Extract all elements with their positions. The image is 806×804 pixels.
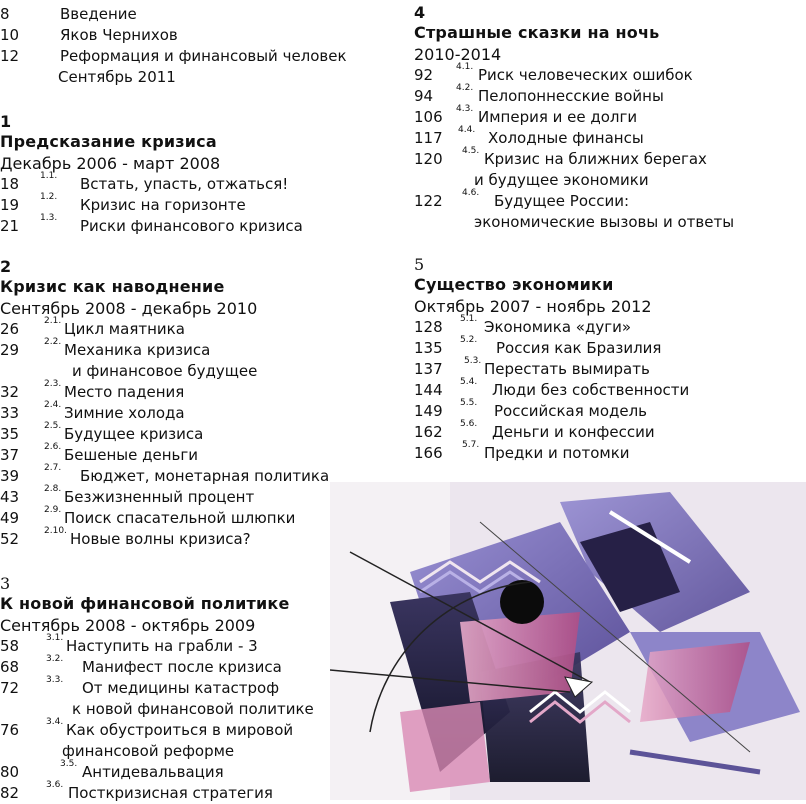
section-title: К новой финансовой политике — [0, 594, 290, 613]
page-number: 32 — [0, 383, 20, 401]
entry-title: Посткризисная стратегия — [68, 784, 273, 802]
page-number: 80 — [0, 763, 20, 781]
entry-index: 2.4. — [44, 400, 62, 410]
page-number: 137 — [414, 360, 443, 378]
section-title: Существо экономики — [414, 275, 614, 294]
entry-title: Пелопоннесские войны — [478, 87, 664, 105]
entry-index: 4.4. — [458, 125, 476, 135]
entry-index: 2.9. — [44, 505, 62, 515]
entry-title: Введение — [60, 5, 137, 23]
entry-index: 2.8. — [44, 484, 62, 494]
page-number: 19 — [0, 196, 20, 214]
page-number: 49 — [0, 509, 20, 527]
page-number: 37 — [0, 446, 20, 464]
entry-index: 5.5. — [460, 398, 478, 408]
section-title: Страшные сказки на ночь — [414, 23, 660, 42]
entry-title: Кризис на ближних берегах — [484, 150, 707, 168]
page-number: 122 — [414, 192, 443, 210]
page-number: 10 — [0, 26, 20, 44]
entry-index: 2.5. — [44, 421, 62, 431]
toc-entry-continuation — [414, 212, 806, 233]
toc-entry[interactable] — [0, 46, 400, 67]
entry-index: 2.7. — [44, 463, 62, 473]
entry-title: Как обустроиться в мировой — [66, 721, 294, 739]
entry-title: Антидевальвация — [82, 763, 224, 781]
entry-index: 3.2. — [46, 654, 64, 664]
section-dates: 2010-2014 — [414, 45, 502, 64]
entry-index: 4.1. — [456, 62, 474, 72]
entry-title: Риски финансового кризиса — [80, 217, 303, 235]
entry-title: Перестать вымирать — [484, 360, 650, 378]
page-number: 135 — [414, 339, 443, 357]
page-number: 8 — [0, 5, 10, 23]
entry-title: Предки и потомки — [484, 444, 630, 462]
section-dates: Сентябрь 2008 - декабрь 2010 — [0, 299, 258, 318]
entry-index: 4.2. — [456, 83, 474, 93]
entry-title: Экономика «дуги» — [484, 318, 632, 336]
section-number: 1 — [0, 112, 12, 131]
page-number: 35 — [0, 425, 20, 443]
page-number: 149 — [414, 402, 443, 420]
toc-entry[interactable] — [414, 188, 806, 212]
toc-entry[interactable] — [0, 25, 400, 46]
toc-entry[interactable] — [0, 337, 400, 361]
entry-index: 5.4. — [460, 377, 478, 387]
entry-index: 4.3. — [456, 104, 474, 114]
entry-index: 3.4. — [46, 717, 64, 727]
page-number: 144 — [414, 381, 443, 399]
page-number: 43 — [0, 488, 20, 506]
section-1 — [0, 112, 400, 237]
page-number: 52 — [0, 530, 20, 548]
entry-title: Люди без собственности — [492, 381, 690, 399]
entry-title: Манифест после кризиса — [82, 658, 282, 676]
entry-title: Наступить на грабли - 3 — [66, 637, 258, 655]
page-number: 58 — [0, 637, 20, 655]
section-title: Кризис как наводнение — [0, 277, 225, 296]
page-number: 76 — [0, 721, 20, 739]
page-number: 29 — [0, 341, 20, 359]
entry-index: 2.1. — [44, 316, 62, 326]
section-dates: Октябрь 2007 - ноябрь 2012 — [414, 297, 652, 316]
page-number: 26 — [0, 320, 20, 338]
entry-index: 1.1. — [40, 171, 58, 181]
entry-title: Бешеные деньги — [64, 446, 198, 464]
entry-index: 5.2. — [460, 335, 478, 345]
entry-title: Российская модель — [494, 402, 648, 420]
entry-index: 1.2. — [40, 192, 58, 202]
toc-entry[interactable] — [414, 440, 806, 464]
entry-index: 3.3. — [46, 675, 64, 685]
entry-title: Цикл маятника — [64, 320, 185, 338]
entry-index: 4.5. — [462, 146, 480, 156]
entry-title: Холодные финансы — [488, 129, 644, 147]
section-number: 3 — [0, 574, 11, 593]
toc-entry[interactable] — [0, 213, 400, 237]
entry-title: Механика кризиса — [64, 341, 211, 359]
entry-title: От медицины катастроф — [82, 679, 280, 697]
entry-title: Встать, упасть, отжаться! — [80, 175, 289, 193]
entry-index: 2.3. — [44, 379, 62, 389]
entry-title: Россия как Бразилия — [496, 339, 662, 357]
page-number: 162 — [414, 423, 443, 441]
entry-subtitle: и финансовое будущее — [72, 362, 258, 380]
entry-index: 2.10. — [44, 526, 67, 536]
toc-entry[interactable] — [0, 192, 400, 216]
page-number: 12 — [0, 47, 20, 65]
toc-entry[interactable] — [0, 4, 400, 25]
entry-index: 2.2. — [44, 337, 62, 347]
entry-index: 5.1. — [460, 314, 478, 324]
toc-entry-continuation — [0, 67, 400, 88]
entry-subtitle: Сентябрь 2011 — [58, 68, 176, 86]
page-number: 18 — [0, 175, 20, 193]
section-dates: Декабрь 2006 - март 2008 — [0, 154, 221, 173]
entry-index: 2.6. — [44, 442, 62, 452]
entry-index: 3.6. — [46, 780, 64, 790]
entry-title: Реформация и финансовый человек — [60, 47, 347, 65]
entry-index: 5.3. — [464, 356, 482, 366]
entry-subtitle: экономические вызовы и ответы — [474, 213, 735, 231]
page-number: 94 — [414, 87, 434, 105]
toc-entry[interactable] — [414, 146, 806, 170]
entry-title: Будущее России: — [494, 192, 630, 210]
entry-title: Будущее кризиса — [64, 425, 204, 443]
entry-title: Риск человеческих ошибок — [478, 66, 693, 84]
entry-subtitle: финансовой реформе — [62, 742, 235, 760]
page-number: 117 — [414, 129, 443, 147]
page-number: 92 — [414, 66, 434, 84]
page-number: 166 — [414, 444, 443, 462]
page-number: 68 — [0, 658, 20, 676]
entry-title: Новые волны кризиса? — [70, 530, 251, 548]
page-number: 21 — [0, 217, 20, 235]
page-number: 120 — [414, 150, 443, 168]
entry-title: Зимние холода — [64, 404, 185, 422]
section-number: 2 — [0, 257, 12, 276]
page-number: 82 — [0, 784, 20, 802]
entry-subtitle: к новой финансовой политике — [72, 700, 314, 718]
section-number: 5 — [414, 255, 425, 274]
intro-section — [0, 4, 400, 88]
entry-title: Империя и ее долги — [478, 108, 638, 126]
entry-index: 1.3. — [40, 213, 58, 223]
entry-title: Бюджет, монетарная политика — [80, 467, 330, 485]
page-number: 39 — [0, 467, 20, 485]
section-5 — [414, 255, 806, 464]
page-number: 33 — [0, 404, 20, 422]
entry-title: Поиск спасательной шлюпки — [64, 509, 296, 527]
entry-subtitle: и будущее экономики — [474, 171, 649, 189]
page-number: 72 — [0, 679, 20, 697]
constructivist-collage-icon — [330, 482, 806, 800]
toc-entry[interactable] — [0, 171, 400, 195]
entry-title: Место падения — [64, 383, 185, 401]
entry-title: Безжизненный процент — [64, 488, 255, 506]
page-number: 128 — [414, 318, 443, 336]
entry-index: 4.6. — [462, 188, 480, 198]
entry-index: 3.5. — [60, 759, 78, 769]
entry-title: Деньги и конфессии — [492, 423, 655, 441]
page-number: 106 — [414, 108, 443, 126]
section-number: 4 — [414, 3, 426, 22]
entry-index: 3.1. — [46, 633, 64, 643]
section-title: Предсказание кризиса — [0, 132, 217, 151]
entry-index: 5.7. — [462, 440, 480, 450]
section-dates: Сентябрь 2008 - октябрь 2009 — [0, 616, 256, 635]
entry-index: 5.6. — [460, 419, 478, 429]
entry-title: Яков Чернихов — [60, 26, 178, 44]
section-4 — [414, 3, 806, 233]
entry-title: Кризис на горизонте — [80, 196, 246, 214]
